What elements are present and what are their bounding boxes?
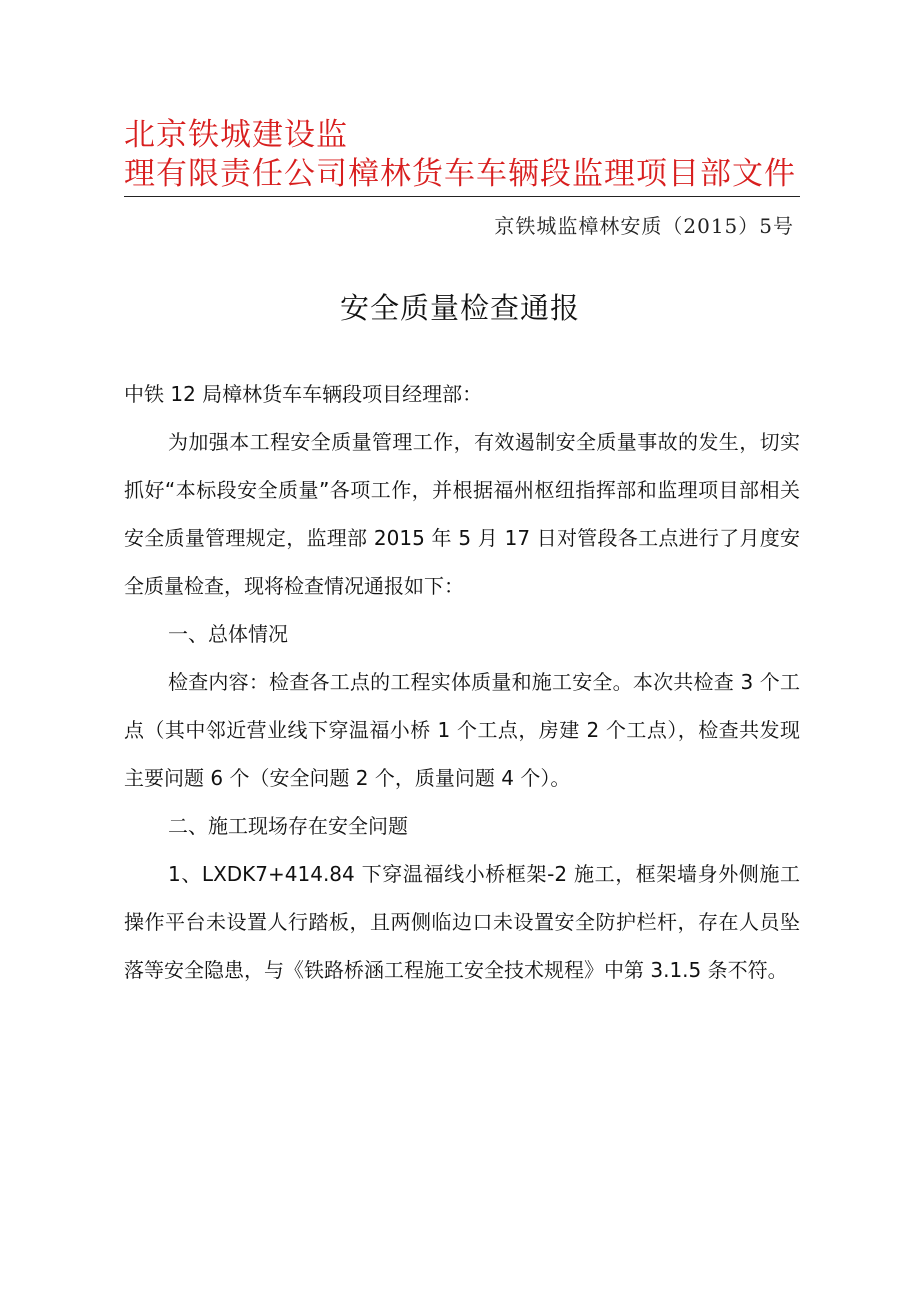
section-1-paragraph-text: 检查内容：检查各工点的工程实体质量和施工安全。本次共检查 3 个工点（其中邻近营业线下穿温福小桥 1 个工点，房建 2 个工点），检查共发现主要问题 6 个（安全问题 2 个，质量问题 4 个）。 xyxy=(124,670,800,790)
document-number: 京铁城监樟林安质（2015）5号 xyxy=(494,214,794,238)
org-header-line-2: 理有限责任公司樟林货车车辆段监理项目部文件 xyxy=(124,156,796,192)
header-divider xyxy=(124,196,800,197)
section-2-heading xyxy=(124,802,800,850)
intro-paragraph xyxy=(124,418,800,610)
org-header-line-1: 北京铁城建设监 xyxy=(124,117,348,153)
section-2-item-1-text: 1、LXDK7+414.84 下穿温福线小桥框架-2 施工，框架墙身外侧施工操作平台未设置人行踏板，且两侧临边口未设置安全防护栏杆，存在人员坠落等安全隐患，与《铁路桥涵工程施工安全技术规程》中第 3.1.5 条不符。 xyxy=(124,862,800,982)
document-title: 安全质量检查通报 xyxy=(339,291,580,325)
recipient-text: 中铁 12 局樟林货车车辆段项目经理部： xyxy=(124,382,483,406)
section-2-heading-text: 二、施工现场存在安全问题 xyxy=(168,814,408,838)
section-1-heading-text: 一、总体情况 xyxy=(168,622,288,646)
section-2-item-1 xyxy=(124,850,800,994)
intro-paragraph-text: 为加强本工程安全质量管理工作，有效遏制安全质量事故的发生，切实抓好“本标段安全质量”各项工作，并根据福州枢纽指挥部和监理项目部相关安全质量管理规定，监理部 2015 年 5 月 17 日对管段各工点进行了月度安全质量检查，现将检查情况通报如下： xyxy=(124,430,800,598)
section-1-heading xyxy=(124,610,800,658)
section-1-paragraph xyxy=(124,658,800,802)
recipient-line xyxy=(124,370,800,418)
